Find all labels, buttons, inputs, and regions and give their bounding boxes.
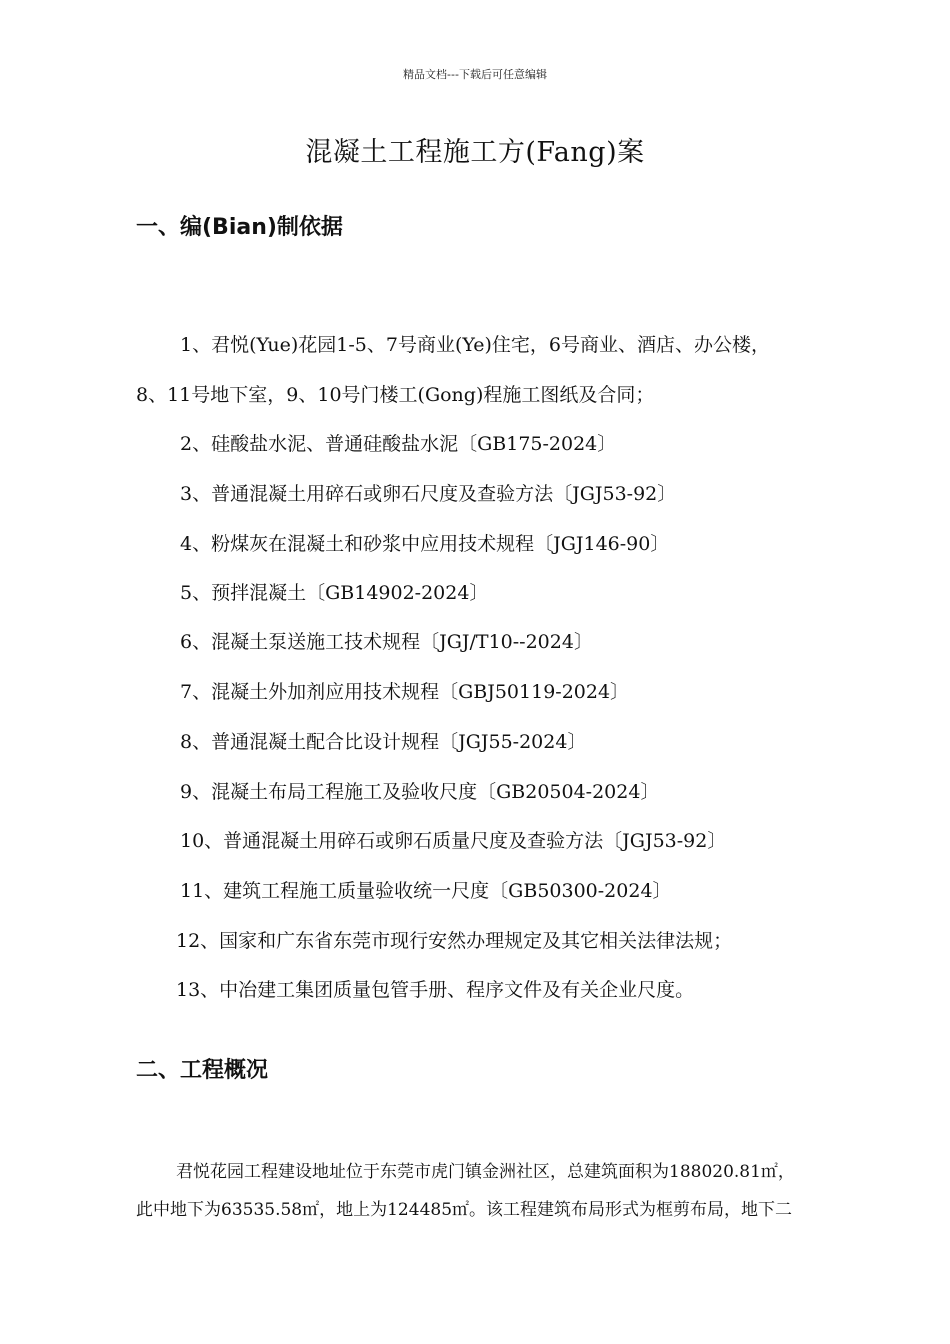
header-note: 精品文档---下载后可任意编辑 [403,68,547,81]
overview-paragraph-line-2: 此中地下为63535.58㎡，地上为124485㎡。该工程建筑布局形式为框剪布局，地下二 [136,1200,793,1220]
basis-item: 8、普通混凝土配合比设计规程〔JGJ55-2024〕 [180,731,587,753]
basis-item: 6、混凝土泵送施工技术规程〔JGJ/T10--2024〕 [180,631,593,653]
document-title: 混凝土工程施工方(Fang)案 [305,137,645,168]
basis-item: 3、普通混凝土用碎石或卵石尺度及查验方法〔JGJ53-92〕 [180,483,677,505]
basis-item: 9、混凝土布局工程施工及验收尺度〔GB20504-2024〕 [180,781,660,803]
basis-item: 13、中冶建工集团质量包管手册、程序文件及有关企业尺度。 [176,979,695,1001]
basis-item: 2、硅酸盐水泥、普通硅酸盐水泥〔GB175-2024〕 [180,433,617,455]
basis-item: 4、粉煤灰在混凝土和砂浆中应用技术规程〔JGJ146-90〕 [180,533,670,555]
basis-item-1-line-1: 1、君悦(Yue)花园1-5、7号商业(Ye)住宅，6号商业、酒店、办公楼， [180,334,771,356]
basis-item: 10、普通混凝土用碎石或卵石质量尺度及查验方法〔JGJ53-92〕 [180,830,727,852]
section-heading-basis: 一、编(Bian)制依据 [136,215,343,240]
basis-item: 7、混凝土外加剂应用技术规程〔GBJ50119-2024〕 [180,681,630,703]
section-heading-overview: 二、工程概况 [136,1058,269,1083]
basis-item: 12、国家和广东省东莞市现行安然办理规定及其它相关法律法规； [176,930,733,952]
overview-paragraph-line-1: 君悦花园工程建设地址位于东莞市虎门镇金洲社区，总建筑面积为188020.81㎡， [176,1162,795,1182]
basis-item: 5、预拌混凝土〔GB14902-2024〕 [180,582,489,604]
basis-item: 11、建筑工程施工质量验收统一尺度〔GB50300-2024〕 [180,880,672,902]
basis-item-1-line-2: 8、11号地下室，9、10号门楼工(Gong)程施工图纸及合同； [136,384,655,406]
